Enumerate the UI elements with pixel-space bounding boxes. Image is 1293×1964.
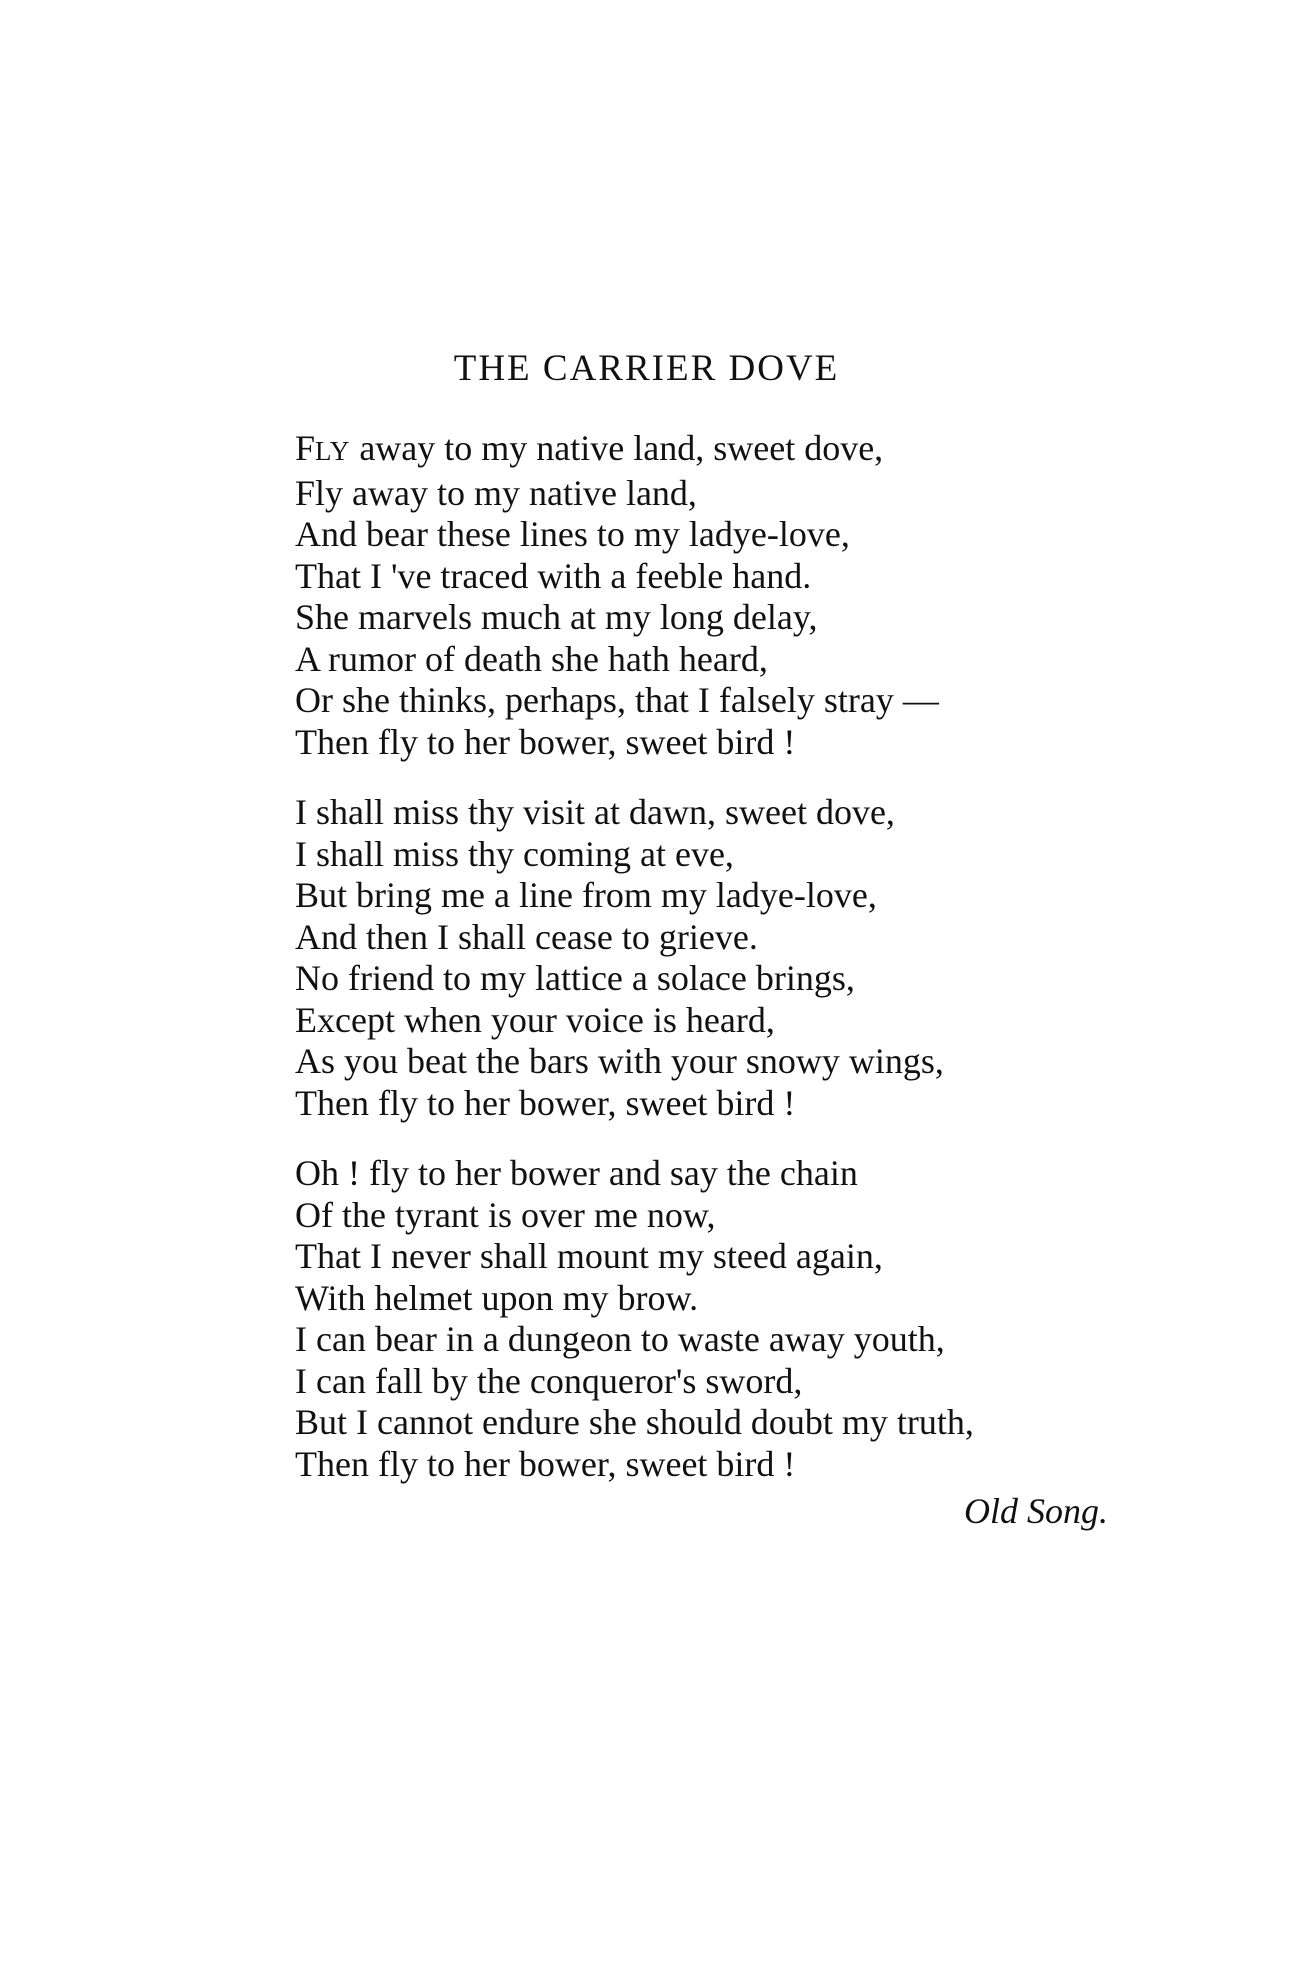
poem-line: But I cannot endure she should doubt my truth,: [295, 1402, 974, 1442]
poem-line: A rumor of death she hath heard,: [295, 638, 768, 679]
poem-body: [295, 428, 1135, 1514]
poem-line: I shall miss thy visit at dawn, sweet dove,: [295, 792, 895, 832]
poem-line: With helmet upon my brow.: [295, 1277, 699, 1318]
poem-line: Of the tyrant is over me now,: [295, 1194, 716, 1235]
poem-line: I can bear in a dungeon to waste away youth,: [295, 1319, 945, 1359]
stanza-1: [295, 428, 1135, 763]
poem-line: That I 've traced with a feeble hand.: [295, 555, 812, 596]
stanza-3: [295, 1153, 1135, 1485]
poem-line: I can fall by the conqueror's sword,: [295, 1360, 803, 1401]
poem-line: Oh ! fly to her bower and say the chain: [295, 1153, 858, 1193]
poem-line: Then fly to her bower, sweet bird !: [295, 1443, 796, 1484]
attribution: Old Song.: [964, 1491, 1108, 1531]
poem-line: No friend to my lattice a solace brings,: [295, 958, 855, 998]
poem-title: THE CARRIER DOVE: [453, 348, 840, 389]
smallcaps-word: LY: [315, 436, 351, 466]
poem-line: And bear these lines to my ladye-love,: [295, 514, 850, 554]
poem-line: She marvels much at my long delay,: [295, 597, 818, 637]
poem-line: I shall miss thy coming at eve,: [295, 833, 734, 874]
poem-line: But bring me a line from my ladye-love,: [295, 875, 877, 915]
poem-line: Then fly to her bower, sweet bird !: [295, 721, 796, 762]
poem-line: As you beat the bars with your snowy wings,: [295, 1041, 944, 1081]
poem-line: And then I shall cease to grieve.: [295, 916, 758, 957]
poem-line: Or she thinks, perhaps, that I falsely stray —: [295, 680, 939, 720]
initial-letter: F: [295, 428, 316, 468]
poem-line: Then fly to her bower, sweet bird !: [295, 1082, 796, 1123]
first-line-rest: away to my native land, sweet dove,: [350, 428, 884, 468]
poem-line-first: [295, 428, 1135, 473]
poem-line: Fly away to my native land,: [295, 472, 697, 513]
stanza-2: [295, 792, 1135, 1124]
poem-line: Except when your voice is heard,: [295, 999, 775, 1040]
poem-line: That I never shall mount my steed again,: [295, 1236, 883, 1276]
